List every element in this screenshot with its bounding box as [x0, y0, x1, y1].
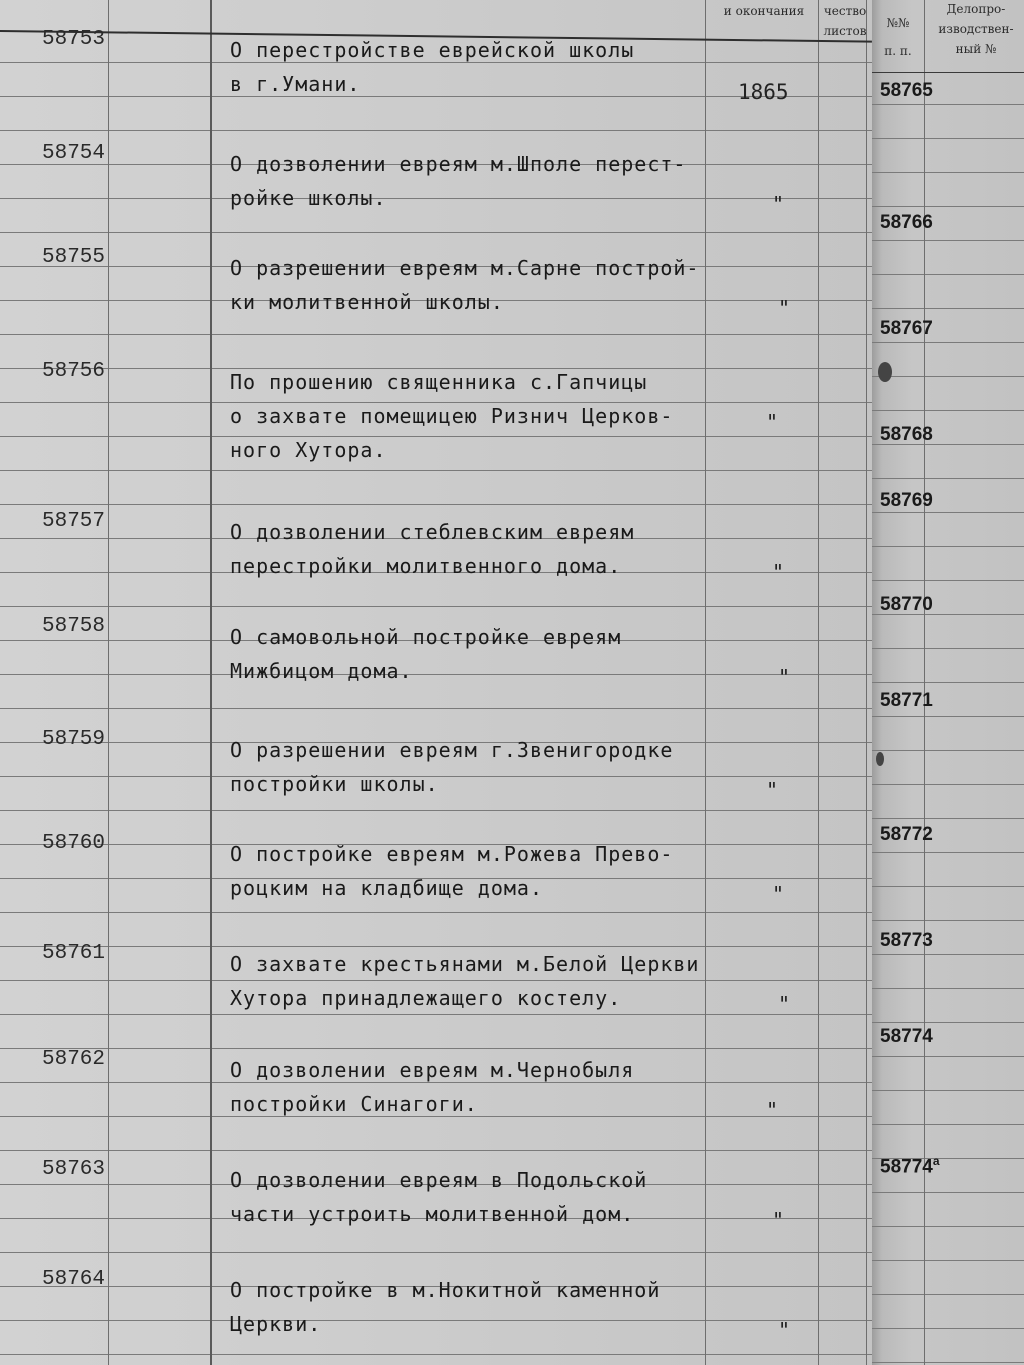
- ruled-line: [0, 436, 872, 437]
- next-page-number-text: 58772: [880, 824, 933, 845]
- next-page-number-text: 58774: [880, 1156, 933, 1178]
- ruled-line: [0, 912, 872, 913]
- ruled-line: [872, 240, 1024, 241]
- binding-hole: [878, 362, 892, 382]
- entry-text-line: части устроить молитвенной дом.: [230, 1202, 635, 1226]
- entry-number: 58756: [42, 360, 106, 383]
- ruled-line: [0, 1048, 872, 1049]
- entry-text-line: О постройке евреям м.Рожева Прево-: [230, 842, 674, 866]
- column-rule: [210, 0, 212, 1365]
- ruled-line: [872, 852, 1024, 853]
- ruled-line: [872, 716, 1024, 717]
- next-page-number: [880, 424, 933, 446]
- next-page-number-text: 58771: [880, 690, 933, 711]
- entry-text-line: роцким на кладбище дома.: [230, 876, 543, 900]
- entry-number: 58761: [42, 942, 106, 965]
- column-rule: [108, 0, 109, 1365]
- entry-number: 58757: [42, 510, 106, 533]
- ruled-line: [0, 946, 872, 947]
- entry-text-line: в г.Умани.: [230, 72, 361, 96]
- ruled-line: [872, 818, 1024, 819]
- ruled-line: [872, 1260, 1024, 1261]
- ditto-mark: ": [772, 1208, 785, 1232]
- entry-text-line: ного Хутора.: [230, 438, 387, 462]
- entry-text-line: О дозволении евреям м.Чернобыля: [230, 1058, 635, 1082]
- entry-text-line: ки молитвенной школы.: [230, 290, 504, 314]
- year-value: 1865: [738, 80, 789, 104]
- ruled-line: [872, 784, 1024, 785]
- ruled-line: [0, 1320, 872, 1321]
- ruled-line: [0, 980, 872, 981]
- ruled-line: [0, 334, 872, 335]
- ruled-line: [872, 274, 1024, 275]
- ruled-line: [872, 138, 1024, 139]
- entry-text-line: О самовольной постройке евреям: [230, 625, 622, 649]
- entry-text-line: О дозволении евреям м.Шполе перест-: [230, 152, 687, 176]
- ruled-line: [872, 682, 1024, 683]
- entry-number: 58763: [42, 1158, 106, 1181]
- entry-text-line: о захвате помещицею Ризнич Церков-: [230, 404, 674, 428]
- next-page-number-text: 58765: [880, 80, 933, 101]
- entry-number: 58753: [42, 28, 106, 51]
- ruled-line: [872, 308, 1024, 309]
- next-page-number: [880, 1154, 940, 1178]
- ruled-line: [872, 512, 1024, 513]
- ruled-line: [0, 198, 872, 199]
- ruled-line: [872, 1294, 1024, 1295]
- next-page-number: [880, 212, 933, 234]
- ruled-line: [0, 470, 872, 471]
- header-pp: п. п.: [884, 44, 912, 58]
- entry-text-line: О дозволении евреям в Подольской: [230, 1168, 648, 1192]
- entry-text-line: Церкви.: [230, 1312, 322, 1336]
- next-page-number: [880, 824, 933, 846]
- ditto-mark: ": [766, 410, 779, 434]
- next-page-number: [880, 930, 933, 952]
- next-page-number-text: 58769: [880, 490, 933, 511]
- entry-number: 58758: [42, 615, 106, 638]
- ruled-line: [872, 1192, 1024, 1193]
- header-office-line2: изводствен-: [938, 22, 1014, 36]
- next-page-number-text: 58768: [880, 424, 933, 445]
- header-no: №№: [886, 16, 910, 30]
- next-page-number: [880, 690, 933, 712]
- entry-text-line: ройке школы.: [230, 186, 387, 210]
- entry-number: 58764: [42, 1268, 106, 1291]
- ruled-line: [872, 1022, 1024, 1023]
- ruled-line: [0, 232, 872, 233]
- ditto-mark: ": [778, 992, 791, 1016]
- next-page-number-text: 58773: [880, 930, 933, 951]
- entry-text-line: О перестройстве еврейской школы: [230, 38, 635, 62]
- ruled-line: [872, 580, 1024, 581]
- entry-text-line: О разрешении евреям м.Сарне построй-: [230, 256, 700, 280]
- ruled-line: [872, 410, 1024, 411]
- ruled-line: [0, 810, 872, 811]
- ruled-line: [0, 402, 872, 403]
- next-page-number: [880, 318, 933, 340]
- entry-text-line: О разрешении евреям г.Звенигородке: [230, 738, 674, 762]
- entry-number: 58759: [42, 728, 106, 751]
- next-page-number: [880, 80, 933, 102]
- ruled-line: [872, 376, 1024, 377]
- next-page-number: [880, 594, 933, 616]
- entry-number: 58755: [42, 246, 106, 269]
- entry-number: 58762: [42, 1048, 106, 1071]
- ruled-line: [0, 1116, 872, 1117]
- ruled-line: [872, 988, 1024, 989]
- entry-text-line: Мижбицом дома.: [230, 659, 413, 683]
- ruled-line: [0, 62, 872, 63]
- entry-text-line: Хутора принадлежащего костелу.: [230, 986, 622, 1010]
- next-page-number: [880, 490, 933, 512]
- entry-text-line: По прошению священника с.Гапчицы: [230, 370, 648, 394]
- binding-hole: [876, 752, 884, 766]
- ruled-line: [872, 648, 1024, 649]
- ruled-line: [872, 954, 1024, 955]
- ruled-line: [0, 1252, 872, 1253]
- entry-text-line: постройки Синагоги.: [230, 1092, 478, 1116]
- ruled-line: [0, 1014, 872, 1015]
- ruled-line: [872, 206, 1024, 207]
- header-sheets-line1: чество: [823, 4, 867, 18]
- ruled-line: [872, 478, 1024, 479]
- next-page-superscript: а: [932, 1154, 940, 1168]
- ruled-line: [0, 708, 872, 709]
- ruled-line: [872, 1090, 1024, 1091]
- ruled-line: [872, 546, 1024, 547]
- ditto-mark: ": [766, 778, 779, 802]
- ruled-line: [872, 104, 1024, 105]
- next-page-number-text: 58770: [880, 594, 933, 615]
- ruled-line: [0, 130, 872, 131]
- ruled-line: [872, 886, 1024, 887]
- ruled-line: [0, 368, 872, 369]
- entry-number: 58754: [42, 142, 106, 165]
- ruled-line: [0, 1082, 872, 1083]
- header-end-date: и окончания: [723, 4, 805, 18]
- ruled-line: [872, 1124, 1024, 1125]
- header-rule: [872, 72, 1024, 73]
- next-page-number-text: 58767: [880, 318, 933, 339]
- next-page-number: [880, 1026, 933, 1048]
- ruled-line: [872, 920, 1024, 921]
- ditto-mark: ": [772, 882, 785, 906]
- ruled-line: [872, 172, 1024, 173]
- next-page-number-text: 58774: [880, 1026, 933, 1047]
- ruled-line: [872, 750, 1024, 751]
- entry-text-line: О захвате крестьянами м.Белой Церкви: [230, 952, 700, 976]
- header-office-line1: Делопро-: [946, 2, 1006, 16]
- ruled-line: [872, 1328, 1024, 1329]
- ruled-line: [872, 1226, 1024, 1227]
- ruled-line: [872, 1056, 1024, 1057]
- entry-number: 58760: [42, 832, 106, 855]
- header-office-line3: ный №: [955, 42, 997, 56]
- next-page-number-text: 58766: [880, 212, 933, 233]
- entry-text-line: постройки школы.: [230, 772, 439, 796]
- ruled-line: [0, 674, 872, 675]
- ruled-line: [0, 504, 872, 505]
- header-sheets-line2: листов: [823, 24, 867, 38]
- ruled-line: [872, 1362, 1024, 1363]
- ruled-line: [0, 606, 872, 607]
- ditto-mark: ": [772, 192, 785, 216]
- column-rule: [705, 0, 706, 1365]
- entry-text-line: перестройки молитвенного дома.: [230, 554, 622, 578]
- ditto-mark: ": [778, 665, 791, 689]
- document-page-right: [872, 0, 1024, 1365]
- ditto-mark: ": [772, 560, 785, 584]
- ruled-line: [0, 1150, 872, 1151]
- column-rule: [818, 0, 819, 1365]
- ditto-mark: ": [778, 296, 791, 320]
- entry-text-line: О дозволении стеблевским евреям: [230, 520, 635, 544]
- column-rule: [866, 0, 867, 1365]
- entry-text-line: О постройке в м.Нокитной каменной: [230, 1278, 661, 1302]
- ditto-mark: ": [766, 1098, 779, 1122]
- ruled-line: [872, 342, 1024, 343]
- ruled-line: [0, 1354, 872, 1355]
- ditto-mark: ": [778, 1318, 791, 1342]
